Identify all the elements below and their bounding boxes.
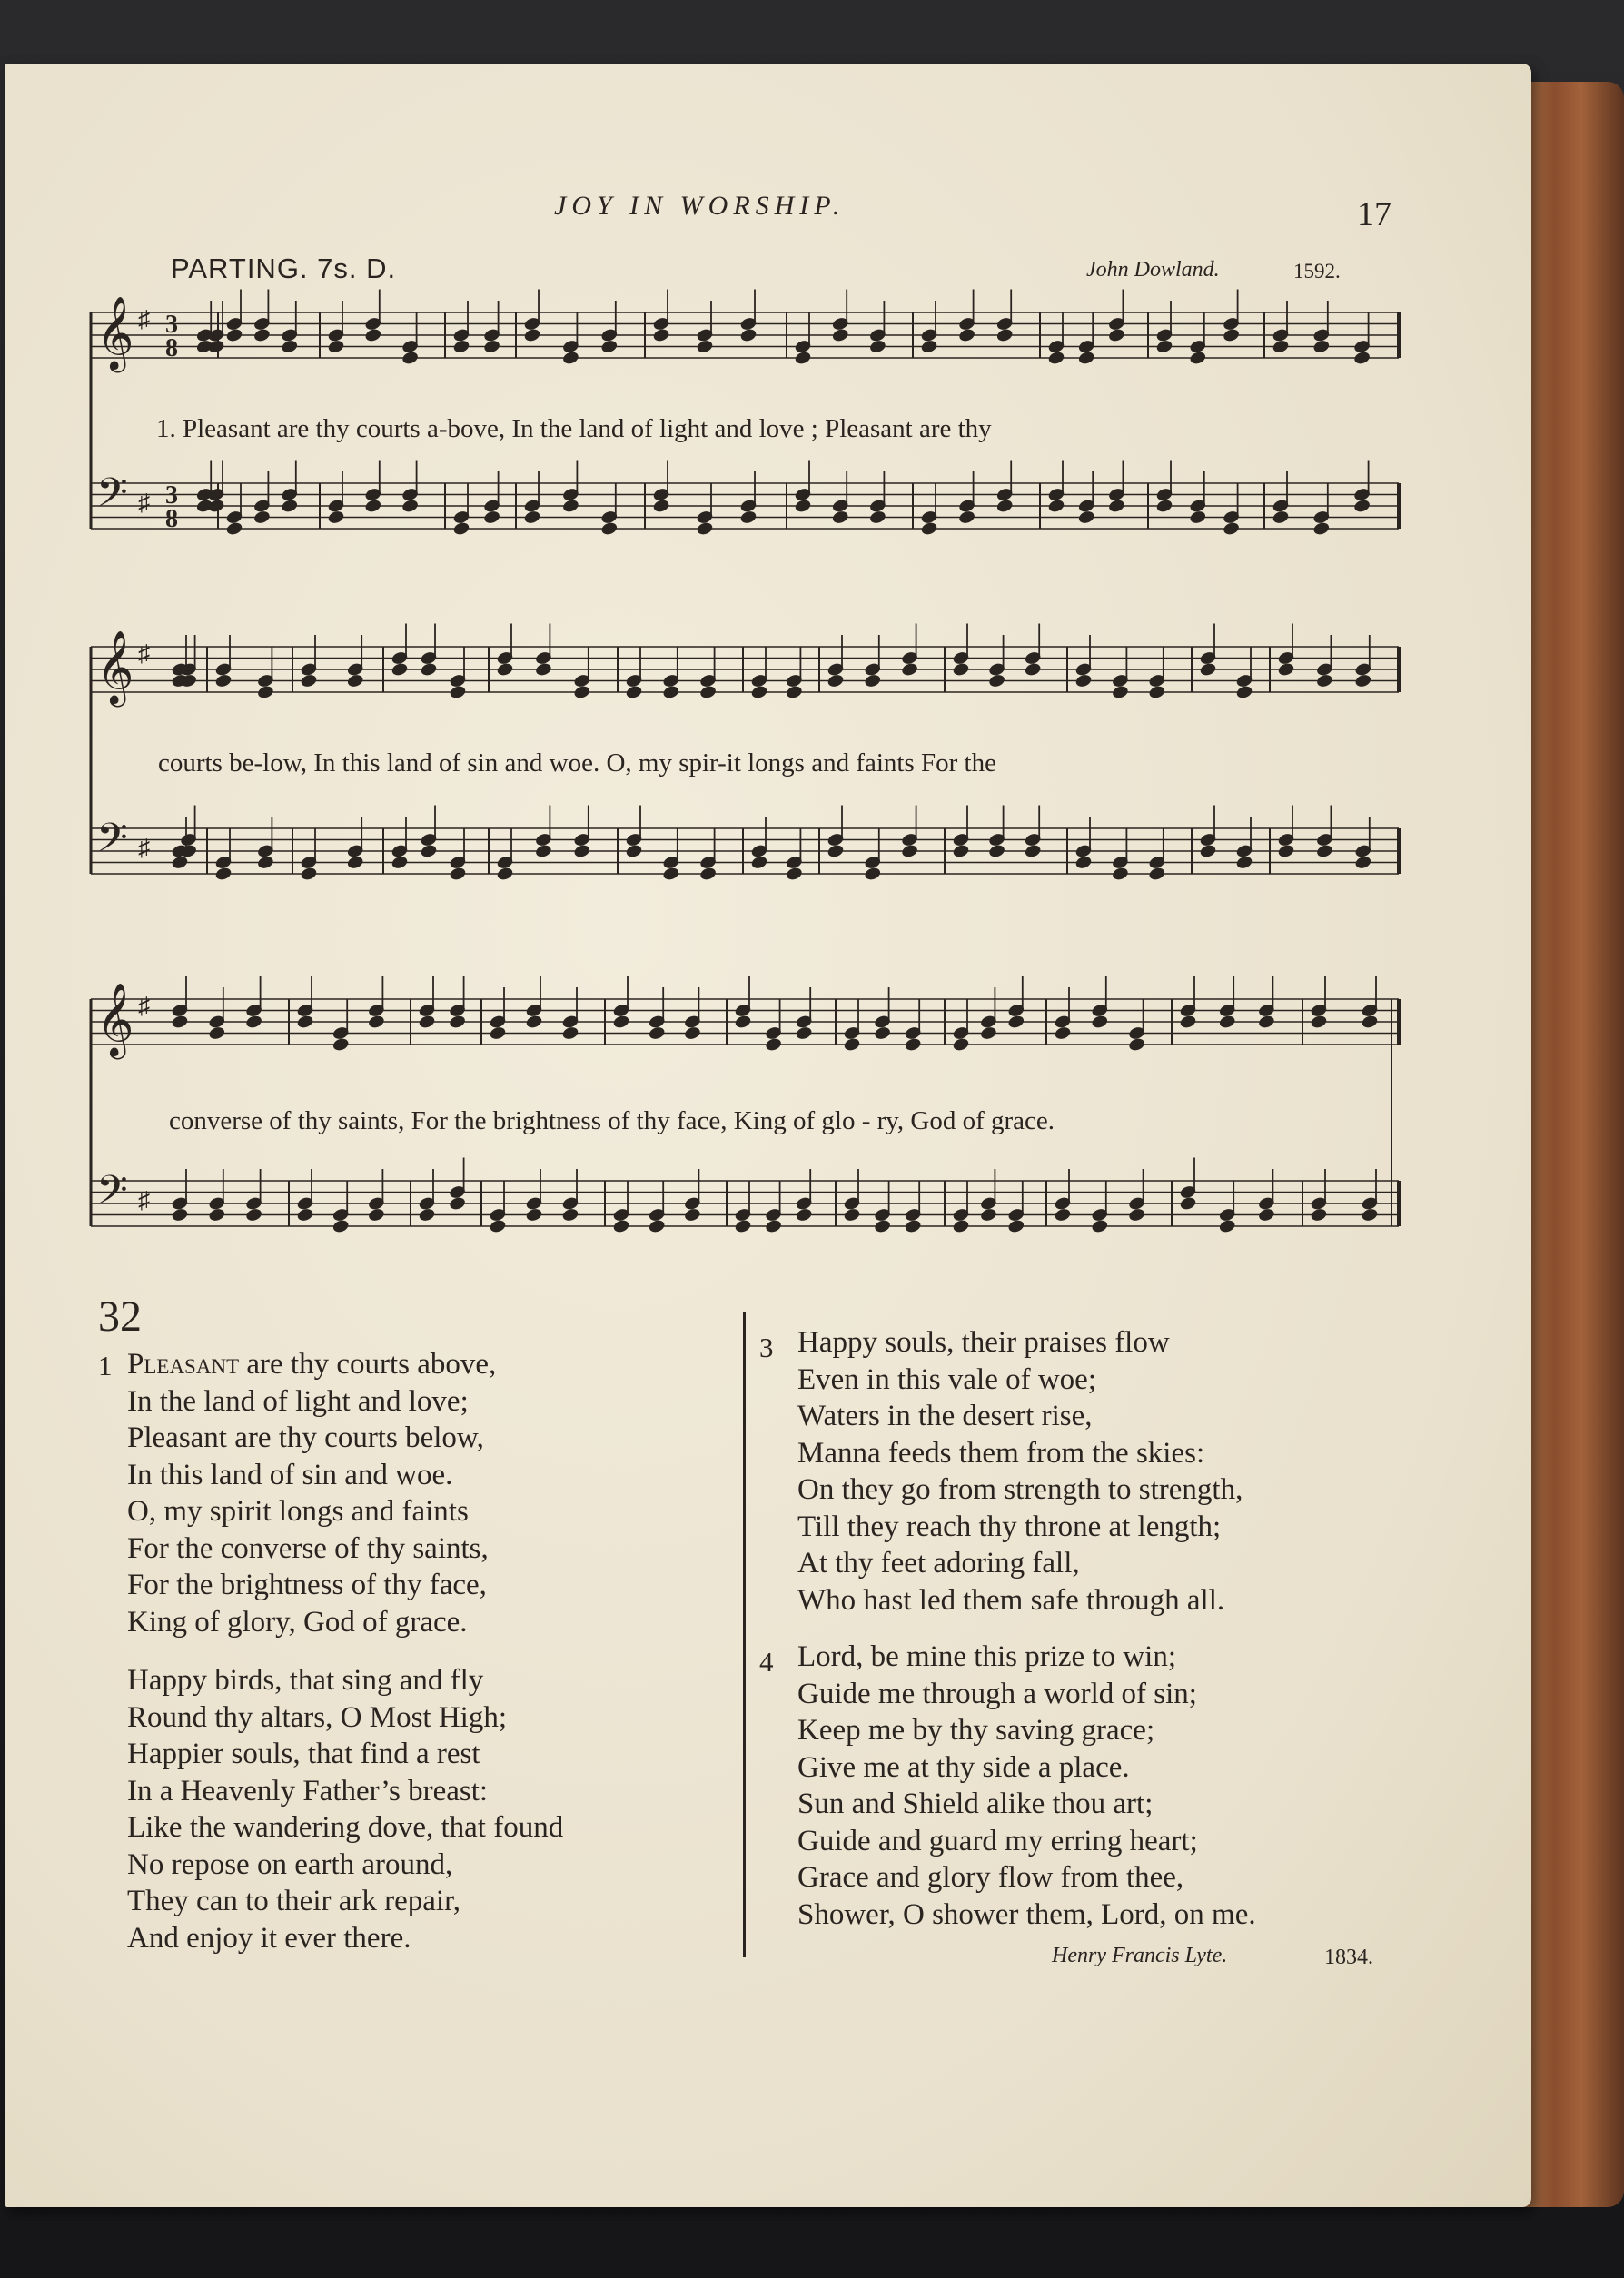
sharp-icon: ♯ — [138, 640, 150, 667]
note-head — [1235, 684, 1253, 699]
note-head — [1199, 843, 1217, 858]
note-head — [364, 498, 382, 513]
stanza-line: In the land of light and love; — [127, 1384, 469, 1418]
note-head — [765, 1218, 783, 1233]
stanza-line: Guide me through a world of sin; — [797, 1677, 1197, 1710]
note-head — [868, 510, 886, 525]
note-head — [401, 498, 420, 513]
note-head — [1107, 498, 1125, 513]
note-head — [827, 843, 845, 858]
note-head — [296, 1014, 314, 1029]
stanza-line: Lord, be mine this prize to win; — [797, 1640, 1176, 1673]
note-head — [327, 510, 345, 525]
note-head — [699, 866, 718, 881]
note-head — [1074, 673, 1093, 688]
time-signature-top: 3 — [165, 481, 178, 510]
note-head — [1312, 339, 1331, 354]
note-head — [652, 498, 670, 513]
note-head — [1111, 684, 1129, 699]
note-head — [1310, 1207, 1328, 1223]
note-head — [420, 661, 438, 677]
stanza-first-word: Pleasant — [127, 1348, 240, 1381]
note-head — [1148, 866, 1166, 881]
note-head — [1179, 1195, 1197, 1211]
note-head — [1189, 350, 1207, 365]
note-head — [1272, 339, 1290, 354]
note-head — [1272, 510, 1290, 525]
note-head — [1218, 1014, 1236, 1029]
note-head — [525, 1207, 543, 1223]
note-head — [750, 855, 768, 870]
note-head — [1257, 1207, 1275, 1223]
note-head — [561, 498, 579, 513]
note-head — [208, 1207, 226, 1223]
note-head — [904, 1218, 922, 1233]
note-head — [449, 866, 467, 881]
hymn-author-year: 1834. — [1324, 1946, 1373, 1969]
note-head — [1024, 843, 1042, 858]
note-head — [418, 1207, 436, 1223]
note-head — [208, 1025, 226, 1041]
note-head — [561, 1207, 579, 1223]
note-head — [300, 673, 318, 688]
note-head — [739, 327, 758, 342]
note-head — [785, 684, 803, 699]
note-head — [988, 673, 1006, 688]
note-head — [696, 339, 714, 354]
note-head — [296, 1207, 314, 1223]
note-head — [600, 520, 619, 536]
sharp-icon: ♯ — [138, 835, 150, 861]
note-head — [523, 327, 541, 342]
note-head — [256, 855, 274, 870]
sharp-icon: ♯ — [138, 306, 150, 332]
note-head — [952, 1036, 970, 1052]
note-head — [1223, 327, 1241, 342]
time-signature-top: 3 — [165, 311, 178, 339]
sharp-icon: ♯ — [138, 490, 150, 516]
stanza-line: Give me at thy side a place. — [797, 1750, 1130, 1784]
note-head — [795, 1207, 813, 1223]
stanza-2 — [127, 1662, 563, 1956]
note-head — [534, 661, 552, 677]
stanza-line: King of glory, God of grace. — [127, 1605, 468, 1639]
note-head — [904, 1036, 922, 1052]
note-head — [625, 684, 643, 699]
note-head — [765, 1036, 783, 1052]
note-head — [995, 498, 1014, 513]
note-head — [1315, 843, 1333, 858]
stanza-line: Guide and guard my erring heart; — [797, 1824, 1198, 1857]
stanza-line: Even in this vale of woe; — [797, 1362, 1097, 1396]
note-head — [958, 327, 976, 342]
note-head — [225, 327, 243, 342]
note-head — [253, 510, 271, 525]
stanza-line: Manna feeds them from the skies: — [797, 1436, 1205, 1470]
note-head — [794, 350, 812, 365]
note-head — [364, 327, 382, 342]
note-head — [831, 327, 849, 342]
note-head — [214, 673, 233, 688]
note-head — [171, 1207, 189, 1223]
note-head — [449, 684, 467, 699]
note-head — [214, 866, 233, 881]
tune-composer: John Dowland. — [1086, 258, 1220, 282]
note-head — [952, 1218, 970, 1233]
note-head — [979, 1025, 997, 1041]
stanza-line: Happy birds, that sing and fly — [127, 1664, 484, 1697]
hymn-number: 32 — [98, 1293, 142, 1341]
note-head — [1091, 1218, 1109, 1233]
note-head — [561, 350, 579, 365]
note-head — [332, 1218, 350, 1233]
note-head — [171, 1014, 189, 1029]
stanza-line: On they go from strength to strength, — [797, 1473, 1243, 1506]
stanza-line: Pleasant are thy courts above, — [127, 1348, 497, 1381]
note-head — [573, 843, 591, 858]
note-head — [281, 498, 299, 513]
sharp-icon: ♯ — [138, 993, 150, 1019]
note-head — [367, 1014, 385, 1029]
note-head — [648, 1025, 666, 1041]
stanza-number-4: 4 — [759, 1646, 774, 1678]
note-head — [868, 339, 886, 354]
note-head — [1077, 510, 1095, 525]
stanza-line: Like the wandering dove, that found — [127, 1811, 564, 1844]
note-head — [496, 866, 514, 881]
note-head — [785, 866, 803, 881]
note-head — [612, 1014, 630, 1029]
treble-clef-icon: 𝄞 — [96, 982, 134, 1056]
note-head — [1199, 661, 1217, 677]
note-head — [1277, 661, 1295, 677]
note-head — [1007, 1218, 1025, 1233]
note-head — [699, 684, 718, 699]
note-head — [625, 843, 643, 858]
note-head — [952, 843, 970, 858]
note-head — [300, 866, 318, 881]
bass-clef-icon: 𝄢 — [96, 814, 128, 871]
note-head — [652, 327, 670, 342]
note-head — [195, 339, 213, 354]
note-head — [1128, 1207, 1146, 1223]
stanza-4 — [797, 1639, 1256, 1933]
note-head — [561, 1025, 579, 1041]
stanza-line: Shower, O shower them, Lord, on me. — [797, 1897, 1256, 1931]
stanza-line: Happier souls, that find a rest — [127, 1738, 480, 1770]
note-head — [831, 510, 849, 525]
note-head — [391, 855, 409, 870]
note-head — [683, 1025, 701, 1041]
note-head — [864, 866, 882, 881]
time-signature-bottom: 8 — [165, 334, 178, 362]
note-head — [874, 1025, 892, 1041]
lyric-line-2: courts be-low, In this land of sin and woe. O, my spir-it longs and faints For the — [158, 748, 996, 777]
note-head — [662, 866, 680, 881]
note-head — [534, 843, 552, 858]
note-head — [171, 855, 189, 870]
note-head — [1047, 498, 1065, 513]
note-head — [1235, 855, 1253, 870]
note-head — [449, 1014, 467, 1029]
sharp-icon: ♯ — [138, 1187, 150, 1213]
note-head — [332, 1036, 350, 1052]
tune-year: 1592. — [1293, 260, 1341, 282]
bass-clef-icon: 𝄢 — [96, 1166, 128, 1223]
stanza-number-1: 1 — [98, 1350, 113, 1382]
lyric-line-3: converse of thy saints, For the brightness of thy face, King of glo - ry, God of grace. — [169, 1106, 1055, 1135]
treble-clef-icon: 𝄞 — [96, 295, 134, 370]
note-head — [483, 510, 501, 525]
note-head — [281, 339, 299, 354]
note-head — [225, 520, 243, 536]
note-head — [1091, 1014, 1109, 1029]
note-head — [1277, 843, 1295, 858]
stanza-line: No repose on earth around, — [127, 1847, 453, 1881]
note-head — [1111, 866, 1129, 881]
note-head — [525, 1014, 543, 1029]
note-head — [1148, 684, 1166, 699]
note-head — [734, 1014, 752, 1029]
treble-clef-icon: 𝄞 — [96, 629, 134, 704]
note-head — [1074, 855, 1093, 870]
note-head — [1024, 661, 1042, 677]
note-head — [874, 1218, 892, 1233]
note-head — [734, 1218, 752, 1233]
note-head — [452, 339, 470, 354]
note-head — [452, 520, 470, 536]
stanza-3 — [797, 1324, 1243, 1619]
stanza-line: Who hast led them safe through all. — [797, 1583, 1225, 1617]
note-head — [256, 684, 274, 699]
note-head — [346, 673, 364, 688]
note-head — [1189, 510, 1207, 525]
note-head — [920, 339, 938, 354]
note-head — [573, 684, 591, 699]
note-head — [1047, 350, 1065, 365]
stanza-line: At thy feet adoring fall, — [797, 1547, 1080, 1580]
note-head — [750, 684, 768, 699]
note-head — [1179, 1014, 1197, 1029]
stanza-line: Till they reach thy throne at length; — [797, 1510, 1222, 1543]
note-head — [1257, 1014, 1275, 1029]
stanza-line: In a Heavenly Father’s breast: — [127, 1774, 489, 1808]
running-title: JOY IN WORSHIP. — [554, 191, 846, 221]
note-head — [253, 327, 271, 342]
note-head — [1353, 350, 1371, 365]
note-head — [827, 673, 845, 688]
stanza-line: Pleasant are thy courts below, — [127, 1421, 484, 1454]
note-head — [1354, 855, 1372, 870]
stanza-number-3: 3 — [759, 1332, 774, 1363]
note-head — [995, 327, 1014, 342]
note-head — [496, 661, 514, 677]
time-signature-bottom: 8 — [165, 505, 178, 533]
note-head — [195, 498, 213, 513]
note-head — [739, 510, 758, 525]
page-number: 17 — [1357, 195, 1391, 233]
note-head — [489, 1025, 507, 1041]
note-head — [901, 843, 919, 858]
column-divider — [743, 1312, 746, 1957]
note-head — [979, 1207, 997, 1223]
note-head — [1054, 1025, 1072, 1041]
note-head — [327, 339, 345, 354]
note-head — [843, 1207, 861, 1223]
note-head — [1054, 1207, 1072, 1223]
hymn-author: Henry Francis Lyte. — [1052, 1944, 1228, 1967]
note-head — [696, 520, 714, 536]
note-head — [1353, 498, 1371, 513]
note-head — [1354, 673, 1372, 688]
note-head — [1128, 1036, 1146, 1052]
stanza-line: O, my spirit longs and faints — [127, 1495, 469, 1528]
note-head — [901, 661, 919, 677]
note-head — [1361, 1014, 1379, 1029]
lyric-line-1: 1. Pleasant are thy courts a-bove, In the land of light and love ; Pleasant are thy — [156, 414, 992, 443]
note-head — [1310, 1014, 1328, 1029]
stanza-line: Round thy altars, O Most High; — [127, 1700, 507, 1734]
note-head — [420, 843, 438, 858]
stanza-line: And enjoy it ever there. — [127, 1921, 411, 1955]
note-head — [683, 1207, 701, 1223]
note-head — [843, 1036, 861, 1052]
stanza-line: For the converse of thy saints, — [127, 1531, 489, 1565]
note-head — [600, 339, 619, 354]
stanza-line: Waters in the desert rise, — [797, 1400, 1093, 1432]
stanza-line: Sun and Shield alike thou art; — [797, 1788, 1154, 1820]
tune-name: PARTING. 7s. D. — [171, 253, 397, 284]
note-head — [612, 1218, 630, 1233]
note-head — [489, 1218, 507, 1233]
note-head — [794, 498, 812, 513]
note-head — [1312, 520, 1331, 536]
stanza-line: Happy souls, their praises flow — [797, 1326, 1170, 1359]
note-head — [795, 1025, 813, 1041]
stanza-line: In this land of sin and woe. — [127, 1458, 453, 1491]
note-head — [958, 510, 976, 525]
note-head — [523, 510, 541, 525]
note-head — [391, 661, 409, 677]
note-head — [346, 855, 364, 870]
note-head — [920, 520, 938, 536]
note-head — [245, 1207, 263, 1223]
stanza-line: Keep me by thy saving grace; — [797, 1714, 1155, 1747]
note-head — [864, 673, 882, 688]
note-head — [1223, 520, 1241, 536]
note-head — [1315, 673, 1333, 688]
note-head — [245, 1014, 263, 1029]
note-head — [367, 1207, 385, 1223]
note-head — [1007, 1014, 1025, 1029]
stanza-line: They can to their ark repair, — [127, 1885, 460, 1917]
note-head — [401, 350, 420, 365]
note-head — [1155, 498, 1173, 513]
note-head — [483, 339, 501, 354]
note-head — [1361, 1207, 1379, 1223]
note-head — [1155, 339, 1173, 354]
stanza-line: For the brightness of thy face, — [127, 1569, 487, 1601]
stanza-1 — [127, 1346, 496, 1640]
note-head — [952, 661, 970, 677]
note-head — [648, 1218, 666, 1233]
note-head — [988, 843, 1006, 858]
note-head — [662, 684, 680, 699]
note-head — [1077, 350, 1095, 365]
bass-clef-icon: 𝄢 — [96, 469, 128, 526]
note-head — [418, 1014, 436, 1029]
note-head — [449, 1195, 467, 1211]
note-head — [1218, 1218, 1236, 1233]
stanza-line: Grace and glory flow from thee, — [797, 1861, 1184, 1894]
note-head — [1107, 327, 1125, 342]
